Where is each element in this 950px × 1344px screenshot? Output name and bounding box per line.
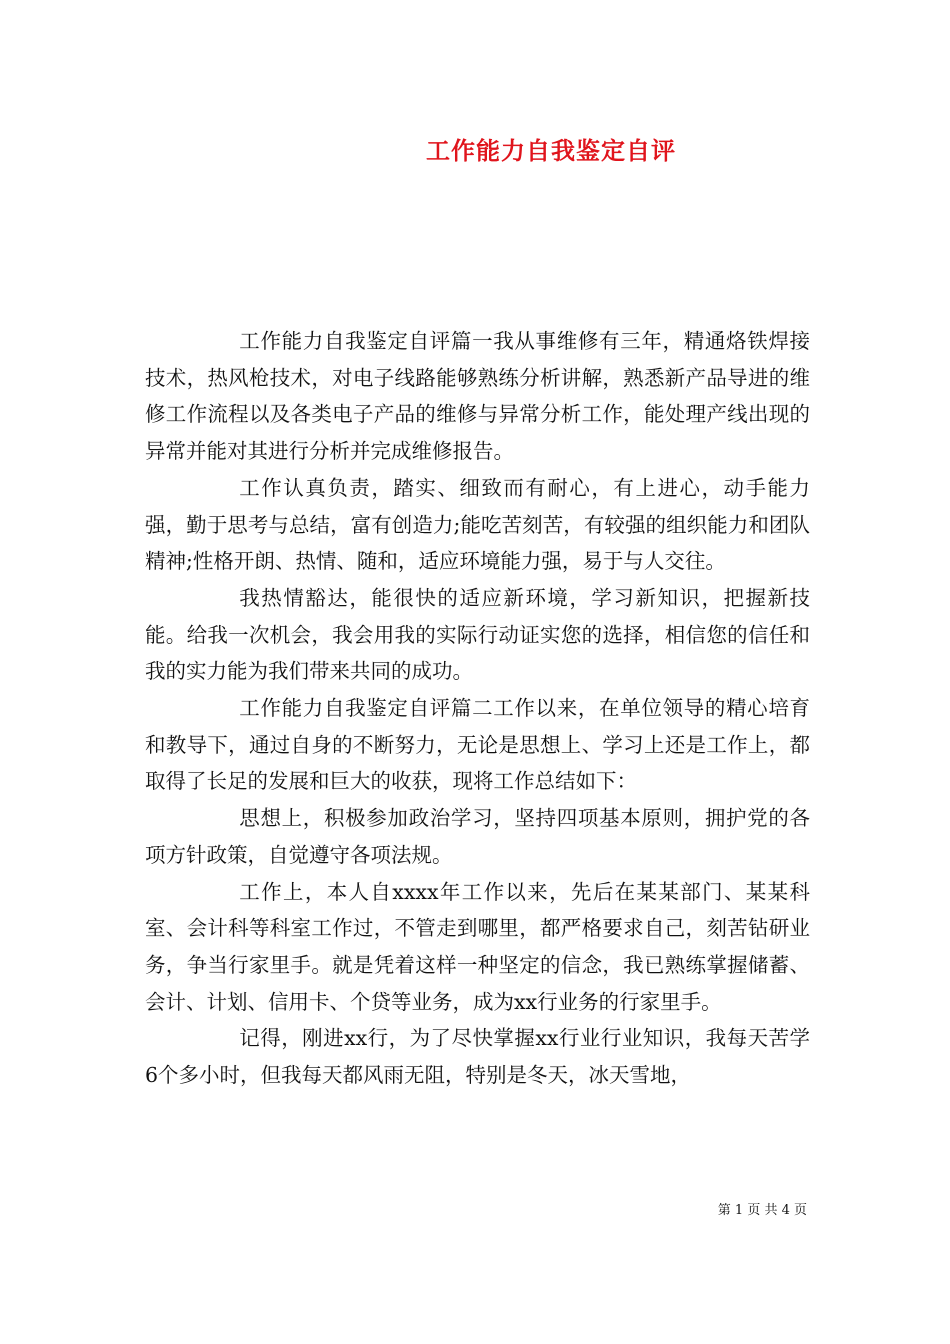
- paragraph-6: 工作上，本人自xxxx年工作以来，先后在某某部门、某某科室、会计科等科室工作过，不管走到哪里，都严格要求自己，刻苦钻研业务，争当行家里手。就是凭着这样一种坚定的信念，我已熟练掌握储蓄、会计、计划、信用卡、个贷等业务，成为xx行业务的行家里手。: [145, 879, 810, 1014]
- paragraph-2: 工作认真负责，踏实、细致而有耐心，有上进心，动手能力强，勤于思考与总结，富有创造力;能吃苦刻苦，有较强的组织能力和团队精神;性格开朗、热情、随和，适应环境能力强，易于与人交往。: [145, 475, 810, 574]
- document-title: 工作能力自我鉴定自评: [426, 136, 676, 165]
- document-body: [145, 323, 810, 1094]
- page-number-footer: 第 1 页 共 4 页: [717, 1203, 807, 1218]
- paragraph-7: 记得，刚进xx行，为了尽快掌握xx行业行业知识，我每天苦学6个多小时，但我每天都风雨无阻，特别是冬天，冰天雪地，: [145, 1026, 810, 1088]
- paragraph-5: 思想上，积极参加政治学习，坚持四项基本原则，拥护党的各项方针政策，自觉遵守各项法规。: [145, 806, 810, 867]
- paragraph-4: 工作能力自我鉴定自评篇二工作以来，在单位领导的精心培育和教导下，通过自身的不断努力，无论是思想上、学习上还是工作上，都取得了长足的发展和巨大的收获，现将工作总结如下：: [145, 696, 810, 794]
- paragraph-1: 工作能力自我鉴定自评篇一我从事维修有三年，精通烙铁焊接技术，热风枪技术，对电子线路能够熟练分析讲解，熟悉新产品导进的维修工作流程以及各类电子产品的维修与异常分析工作，能处理产线出现的异常并能对其进行分析并完成维修报告。: [145, 329, 810, 464]
- paragraph-3: 我热情豁达，能很快的适应新环境，学习新知识，把握新技能。给我一次机会，我会用我的实际行动证实您的选择，相信您的信任和我的实力能为我们带来共同的成功。: [145, 585, 810, 684]
